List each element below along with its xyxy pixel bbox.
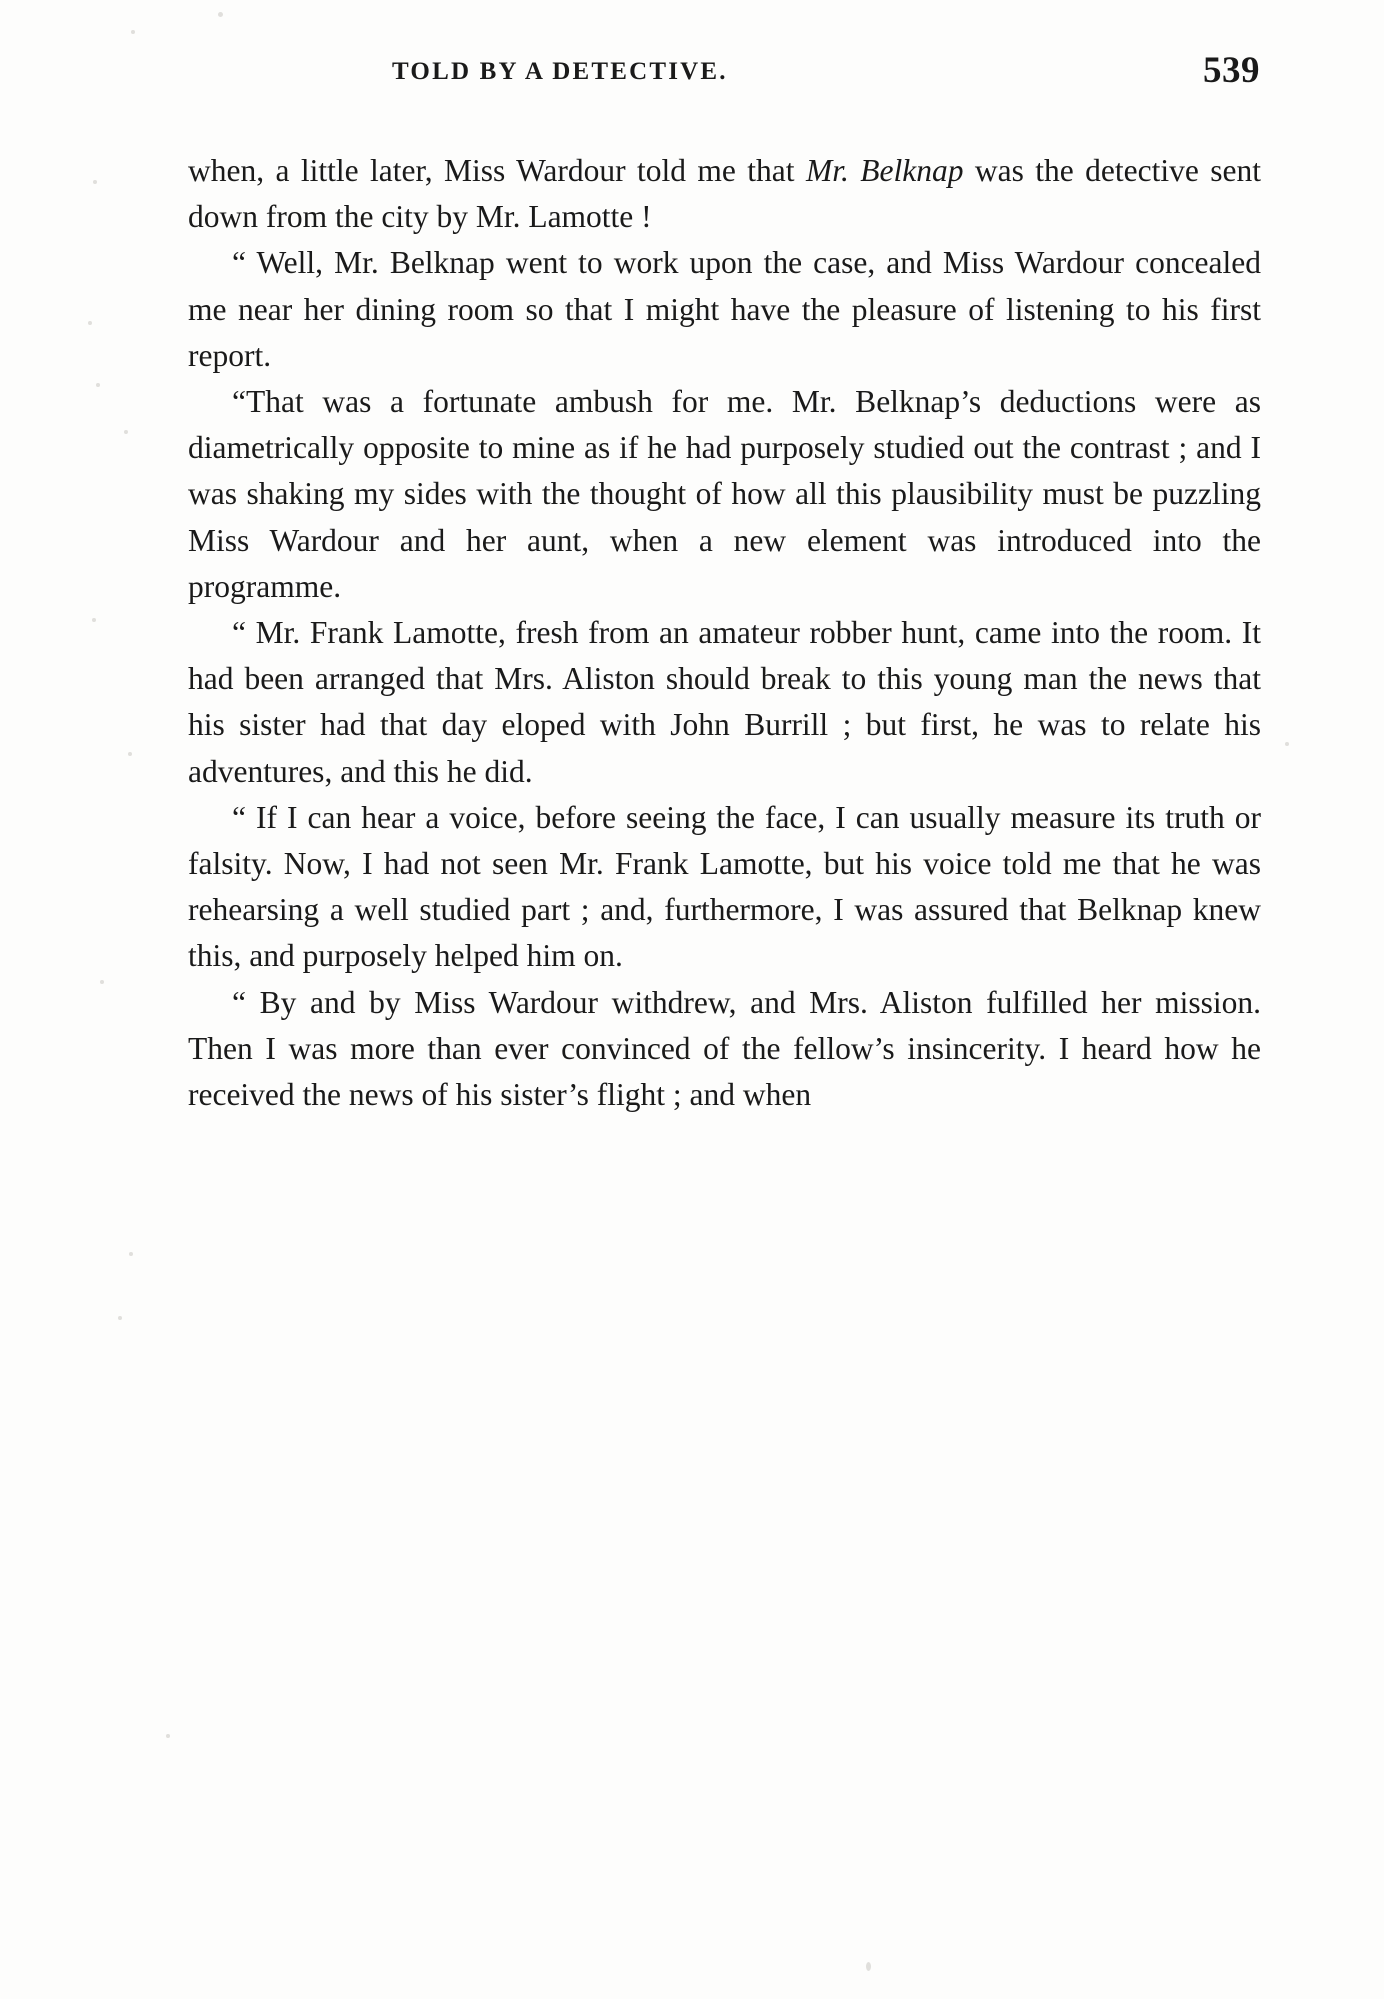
page-number: 539 — [1203, 50, 1260, 91]
page-header — [170, 50, 1260, 91]
paragraph: “ Mr. Frank Lamotte, fresh from an amateur robber hunt, came into the room. It had been arranged that Mrs. Aliston should break to this young man the news that his sister had that day eloped with John Burrill ; but first, he was to relate his adventures, and this he did. — [188, 615, 1261, 789]
body-text-column — [188, 148, 1261, 1118]
paper-speck — [131, 30, 135, 34]
paper-speck — [128, 752, 132, 756]
running-title: TOLD BY A DETECTIVE. — [392, 58, 728, 85]
paper-speck — [166, 1734, 170, 1738]
paper-speck — [124, 430, 128, 434]
paragraph-lead-text: when, a little later, Miss Wardour told me that — [188, 153, 806, 188]
paper-speck — [100, 980, 104, 984]
paper-speck — [866, 1962, 871, 1971]
paragraph: “ If I can hear a voice, before seeing the face, I can usually measure its truth or falsity. Now, I had not seen Mr. Frank Lamotte, but his voice told me that he was rehearsing a well studied part ; and, furthermore, I was assured that Belknap knew this, and purposely helped him on. — [188, 799, 1261, 974]
paper-speck — [96, 383, 100, 387]
paper-speck — [118, 1316, 122, 1320]
paragraph: “ By and by Miss Wardour withdrew, and Mrs. Aliston fulfilled her mission. Then I was more than ever convinced of the fellow’s insincerity. I heard how he received the news of his sister’s flight ; and when — [188, 984, 1261, 1113]
paper-speck — [93, 180, 97, 184]
paragraph — [188, 148, 1261, 240]
paper-speck — [88, 321, 92, 325]
paragraph: “ Well, Mr. Belknap went to work upon the case, and Miss Wardour concealed me near her dining room so that I might have the pleasure of listening to his first report. — [188, 245, 1261, 373]
paper-speck — [129, 1252, 133, 1256]
paper-speck — [218, 12, 223, 17]
paper-speck — [92, 618, 96, 622]
paragraph-tail-text: was the detective sent down from the city by Mr. Lamotte ! — [188, 153, 1261, 235]
paragraph: “That was a fortunate ambush for me. Mr. Belknap’s deductions were as diametrically opposite to mine as if he had purposely studied out the contrast ; and I was shaking my sides with the thought of how all this plausibility must be puzzling Miss Wardour and her aunt, when a new element was introduced into the programme. — [188, 384, 1261, 604]
paper-speck — [1285, 742, 1289, 746]
italic-name: Mr. Belknap — [805, 153, 964, 188]
